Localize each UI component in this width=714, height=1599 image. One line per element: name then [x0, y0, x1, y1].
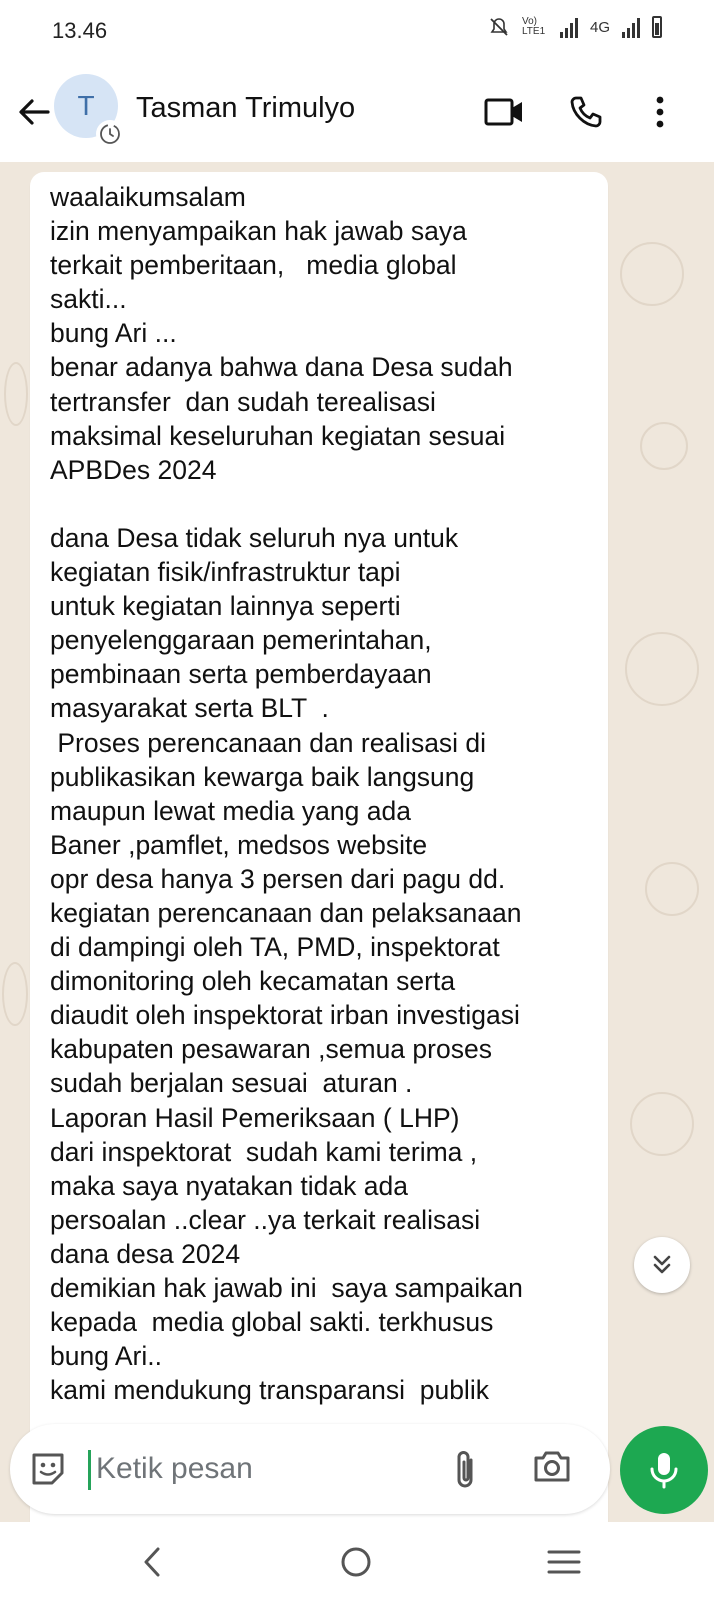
status-time: 13.46 — [52, 18, 108, 43]
more-vert-icon — [654, 94, 666, 130]
back-arrow-icon — [14, 92, 54, 132]
emoji-button[interactable] — [28, 1449, 68, 1489]
chevron-double-down-icon — [649, 1252, 675, 1278]
nav-recents-button[interactable] — [542, 1540, 586, 1584]
attach-icon — [450, 1448, 480, 1492]
video-call-icon — [484, 96, 524, 128]
signal-icon-2 — [622, 16, 640, 38]
battery-icon — [652, 16, 662, 38]
network-type: 4G — [589, 18, 610, 36]
disappearing-timer-icon — [96, 120, 124, 148]
chat-area[interactable] — [0, 162, 714, 1522]
back-button[interactable] — [14, 92, 54, 132]
message-input[interactable] — [90, 1444, 456, 1494]
scroll-to-bottom-button[interactable] — [634, 1237, 690, 1293]
wallpaper-doodle — [645, 862, 699, 916]
voice-message-button[interactable] — [620, 1426, 708, 1514]
nav-home-button[interactable] — [334, 1540, 378, 1584]
wallpaper-doodle — [625, 632, 699, 706]
chat-header — [0, 62, 714, 162]
attach-button[interactable] — [450, 1448, 490, 1492]
wallpaper-doodle — [630, 1092, 694, 1156]
nav-home-icon — [338, 1544, 374, 1580]
emoji-icon — [28, 1449, 68, 1489]
video-call-button[interactable] — [482, 90, 526, 134]
mic-icon — [646, 1450, 682, 1490]
contact-name[interactable]: Tasman Trimulyo — [136, 92, 356, 124]
nav-back-icon — [140, 1545, 164, 1579]
wallpaper-doodle — [620, 242, 684, 306]
wallpaper-doodle — [4, 362, 28, 426]
status-icons — [488, 16, 662, 38]
wallpaper-doodle — [640, 422, 688, 470]
phone-icon — [568, 94, 604, 130]
nav-back-button[interactable] — [130, 1540, 174, 1584]
message-text: waalaikumsalam izin menyampaikan hak jawab saya terkait pemberitaan, media global sakti... bung Ari ... benar adanya bahwa dana Desa sudah tertransfer dan sudah terealisasi maksimal keseluruhan kegiatan sesuai APBDes 2024 dana Desa tidak seluruh nya untuk kegiatan fisik/infrastruktur tapi untuk kegiatan lainnya seperti penyelenggaraan pemerintahan, pembinaan serta pemberdayaan masyarakat serta BLT . Proses perencanaan dan realisasi di publikasikan kewarga baik langsung maupun lewat media yang ada Baner ,pamflet, medsos website opr desa hanya 3 persen dari pagu dd. kegiatan perencanaan dan pelaksanaan di dampingi oleh TA, PMD, inspektorat dimonitoring oleh kecamatan serta diaudit oleh inspektorat irban investigasi kabupaten pesawaran ,semua proses sudah berjalan sesuai aturan . Laporan Hasil Pemeriksaan ( LHP) dari inspektorat sudah kami terima , maka saya nyatakan tidak ada persoalan ..clear ..ya terkait realisasi dana desa 2024 demikian hak jawab ini saya sampaikan kepada media global sakti. terkhusus bung Ari.. kami mendukung transparansi publik — [50, 182, 523, 1406]
mute-icon — [488, 16, 510, 38]
system-nav-bar — [0, 1522, 714, 1599]
wallpaper-doodle — [2, 962, 28, 1026]
more-options-button[interactable] — [638, 90, 682, 134]
voice-call-button[interactable] — [564, 90, 608, 134]
signal-icon-1 — [560, 16, 578, 38]
avatar[interactable]: T — [54, 74, 118, 138]
message-composer — [10, 1424, 610, 1514]
volte-icon: Vo) LTE1 — [521, 16, 546, 37]
camera-button[interactable] — [532, 1448, 574, 1490]
nav-recents-icon — [546, 1547, 582, 1577]
status-bar — [0, 0, 714, 62]
camera-icon — [532, 1448, 572, 1484]
